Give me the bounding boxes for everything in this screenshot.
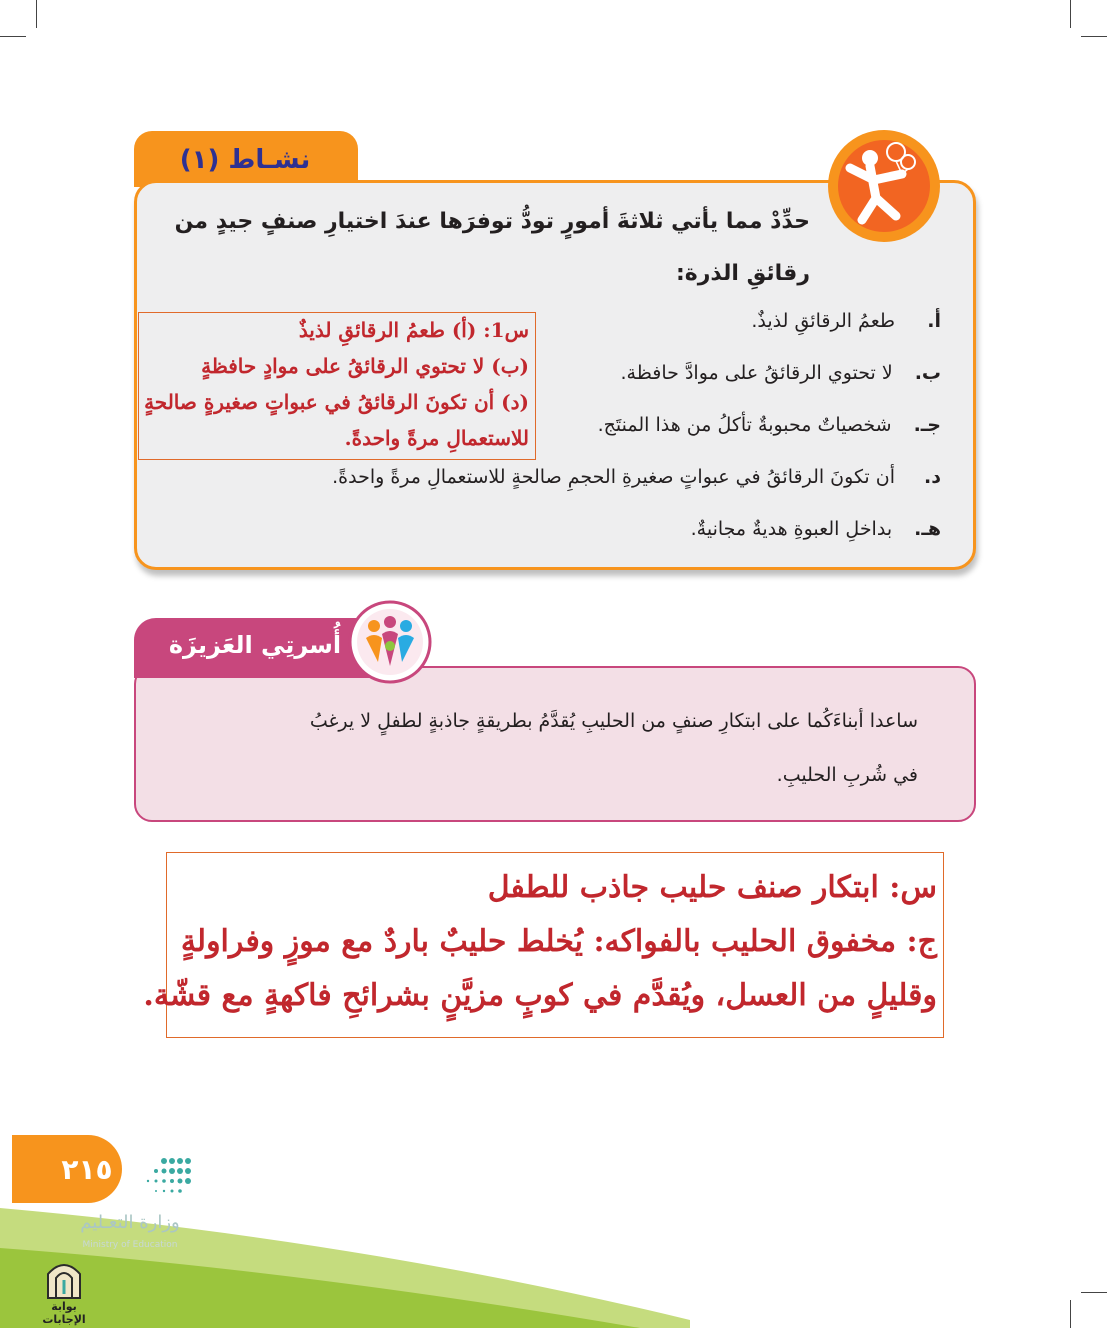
crop-mark [1081,1292,1107,1293]
option-text: أن تكونَ الرقائقُ في عبواتٍ صغيرةِ الحجمِ صالحةٍ للاستعمالِ مرةً واحدةً. [332,466,895,488]
activity-question [150,196,810,300]
activity-answer-box [138,312,536,460]
option-letter: أ. [927,310,941,332]
solution-line-1: س: ابتكار صنف حليب جاذب للطفل [487,870,937,905]
portal-logo-icon [44,1256,84,1300]
family-icon [348,600,432,684]
ministry-name-en: Ministry of Education [82,1240,178,1250]
option-letter: جـ. [913,414,941,436]
activity-title: نشـاط (١) [179,145,311,175]
family-instructions [200,694,918,802]
option-c [598,410,941,440]
option-text: طعمُ الرقائقِ لذيذٌ. [751,310,895,332]
solution-line-2: ج: مخفوق الحليب بالفواكه: يُخلط حليبٌ باردٌ مع موزٍ وفراولةٍ [180,924,937,959]
crop-mark [1081,36,1107,37]
option-letter: د. [924,466,941,488]
family-text-line-2: في شُربِ الحليبِ. [776,764,918,786]
option-a [751,306,941,336]
family-title: أُسرتِي العَزيزَة [168,631,342,659]
answer-line-1: س1: (أ) طعمُ الرقائقِ لذيذٌ [298,318,529,342]
option-letter: هـ. [914,518,941,540]
option-text: بداخلِ العبوةِ هديةٌ مجانيةٌ. [690,518,893,540]
option-text: لا تحتوي الرقائقُ على موادَّ حافظة. [620,362,893,384]
crop-mark [1070,1300,1071,1328]
answer-line-2: (ب) لا تحتوي الرقائقُ على موادٍ حافظةٍ [201,354,529,378]
option-d [332,462,941,492]
ministry-logo-icon [118,1155,198,1197]
option-b [620,358,941,388]
solution-line-3: وقليلٍ من العسل، ويُقدَّم في كوبٍ مزيَّنٍ بشرائحِ فاكهةٍ مع قشّة. [143,978,937,1013]
option-letter: ب. [914,362,941,384]
question-line-2: رقائقِ الذرة: [675,261,810,286]
answer-line-3: (د) أن تكونَ الرقائقُ في عبواتٍ صغيرةٍ صالحةٍ [144,390,529,414]
family-text-line-1: ساعدا أبناءَكُما على ابتكارِ صنفٍ من الحليبِ يُقدَّمُ بطريقةٍ جاذبةٍ لطفلٍ لا يرغبُ [309,710,918,732]
solution-box [143,852,944,1038]
page-number: ٢١٥ [61,1153,113,1186]
question-line-1: حدِّدْ مما يأتي ثلاثةَ أمورٍ تودُّ توفرَها عندَ اختيارِ صنفٍ جيدٍ من [174,209,810,234]
option-text: شخصياتٌ محبوبةٌ تأكلُ من هذا المنتَج. [597,414,892,436]
option-e [691,514,941,544]
crop-mark [36,0,37,28]
portal-label: بوابة الإجابات [42,1300,86,1326]
balloon-child-icon [826,128,942,244]
crop-mark [1070,0,1071,28]
crop-mark [0,36,26,37]
answer-line-4: للاستعمالِ مرةً واحدةً. [344,426,529,450]
ministry-name: وزارة التعـليم [80,1212,180,1233]
